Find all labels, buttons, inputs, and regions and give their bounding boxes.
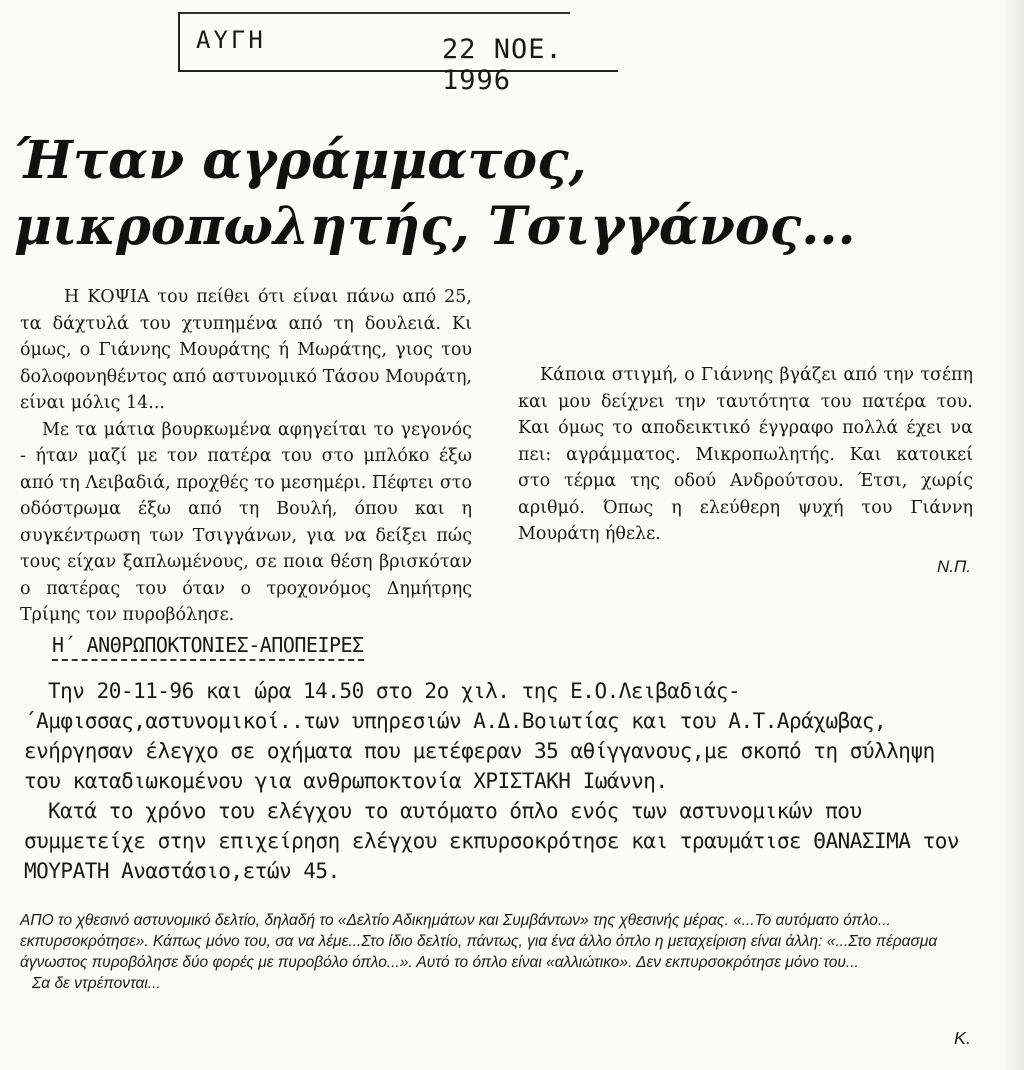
headline-line-1: Ήταν αγράμματος,: [14, 130, 587, 191]
police-report-section-title: Η΄ ΑΝΘΡΩΠΟΚΤΟΝΙΕΣ-ΑΠΟΠΕΙΡΕΣ: [52, 633, 364, 661]
article-paragraph: Κάποια στιγμή, ο Γιάννης βγάζει από την τσέπη και μου δείχνει την ταυτότητα του πατέρα του. Και όμως το αποδεικτικό έγγραφο πολλά έχει να πει: αγράμματος. Μικροπωλητής. Και κατοικεί στο τέρμα της οδού Ανδρούτσου. Έτσι, χωρίς αριθμό. Όπως η ελεύθερη ψυχή του Γιάννη Μουράτη ήθελε.: [518, 365, 973, 544]
newspaper-name: ΑΥΓΗ: [196, 26, 266, 54]
commentary-closing: Σα δε ντρέπονται...: [32, 975, 161, 992]
police-report-excerpt: [24, 676, 980, 886]
header-rule: [180, 12, 570, 14]
article-signature: Ν.Π.: [936, 556, 971, 576]
police-report-paragraph: Κατά το χρόνο του ελέγχου το αυτόματο όπλο ενός των αστυνομικών που συμμετείχε στην επιχείρηση ελέγχου εκπυρσοκρότησε και τραυμάτισε ΘΑΝΑΣΙΜΑ τον ΜΟΥΡΑΤΗ Αναστάσιο,ετών 45.: [24, 799, 960, 883]
article-headline: [14, 128, 856, 260]
police-report-paragraph: Την 20-11-96 και ώρα 14.50 στο 2ο χιλ. της Ε.Ο.Λειβαδιάς-΄Αμφισσας,αστυνομικοί..των υπηρεσιών Α.Δ.Βοιωτίας και του Α.Τ.Αράχωβας, ενήργησαν έλεγχο σε οχήματα που μετέφεραν 35 αθίγγανους,με σκοπό τη σύλληψη του καταδιωκομένου για ανθρωποκτονία ΧΡΙΣΤΑΚΗ Ιωάννη.: [24, 679, 935, 793]
page-edge-shadow: [1002, 0, 1024, 1070]
article-paragraph: Με τα μάτια βουρκωμένα αφηγείται το γεγονός - ήταν μαζί με τον πατέρα του στο μπλόκο έξω από τη Λειβαδιά, προχθές το μεσημέρι. Πέφτει στο οδόστρωμα έξω από τη Βουλή, όπου και η συγκέντρωση των Τσιγγάνων, για να δείξει πώς τους είχαν ξαπλωμένους, σε ποια θέση βρισκόταν ο πατέρας του όταν ο τροχονόμος Δημήτρης Τρίμης τον πυροβόλησε.: [20, 419, 472, 625]
headline-line-2: μικροπωλητής, Τσιγγάνος...: [14, 196, 856, 257]
commentary-text: ΑΠΟ το χθεσινό αστυνομικό δελτίο, δηλαδή το «Δελτίο Αδικημάτων και Συμβάντων» της χθεσινής μέρας. «...Το αυτόματο όπλο... εκπυρσοκρότησε». Κάπως μόνο του, σα να λέμε...Στο ίδιο δελτίο, πάντως, για ένα άλλο όπλο η μεταχείριση είναι άλλη: «...Στο πέρασμα άγνωστος πυροβόλησε δύο φορές με πυροβόλο όπλο...». Αυτό το όπλο είναι «αλλιώτικο». Δεν εκπυρσοκρότησε μόνο του...: [20, 912, 938, 971]
clipping-date-stamp: 22 ΝΟΕ. 1996: [442, 34, 563, 96]
commentary-initial: Κ.: [954, 1028, 972, 1048]
commentary-block: [20, 910, 980, 994]
article-column-left: [20, 284, 472, 629]
article-column-right: [518, 362, 973, 580]
article-paragraph: Η ΚΟΨΙΑ του πείθει ότι είναι πάνω από 25, τα δάχτυλά του χτυπημένα από τη δουλειά. Κι όμως, ο Γιάννης Μουράτης ή Μωράτης, γιος του δολοφονηθέντος από αστυνομικό Τάσου Μουράτη, είναι μόλις 14...: [20, 287, 472, 413]
clipping-header: [178, 12, 618, 96]
